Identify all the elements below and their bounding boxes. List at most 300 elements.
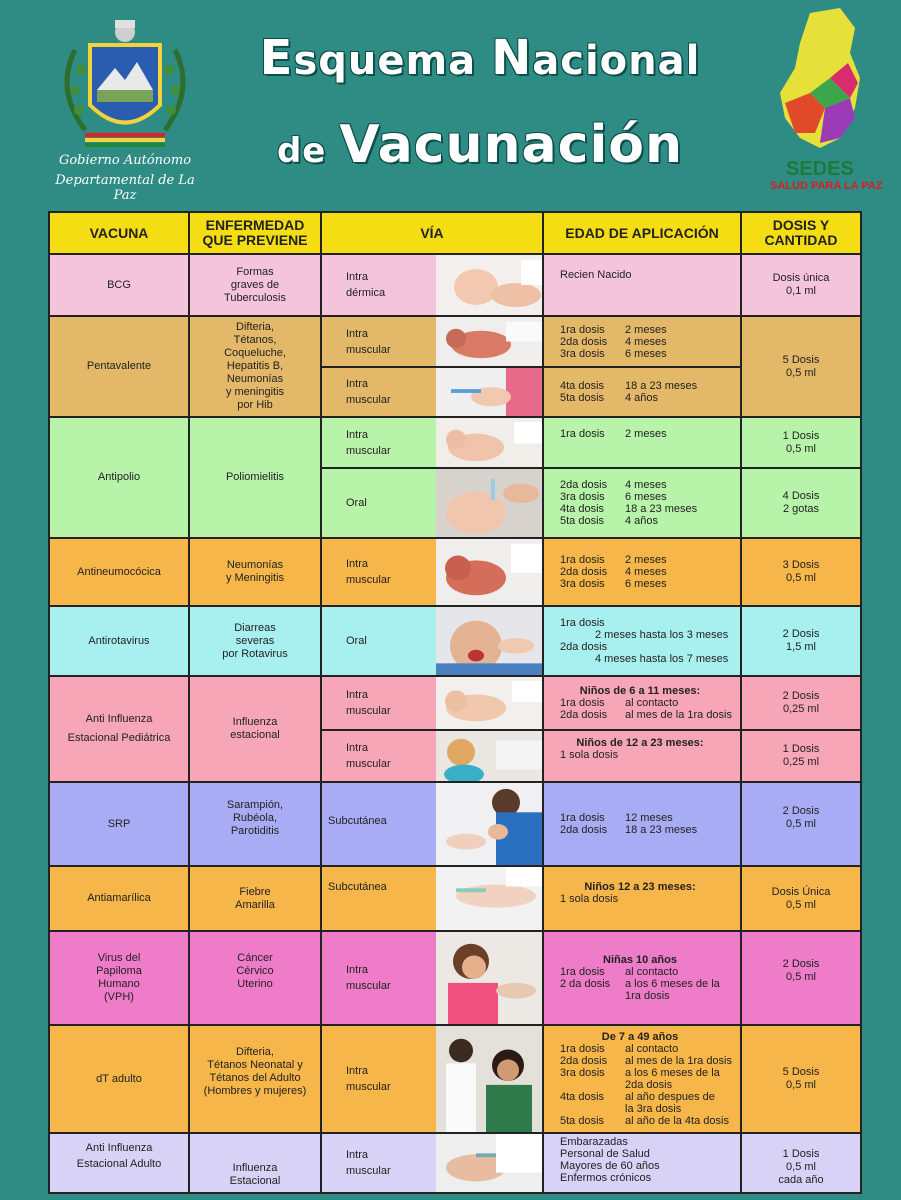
edad-antirotavirus xyxy=(543,606,741,676)
dosis-bcg xyxy=(741,254,861,316)
via-line: muscular xyxy=(346,394,391,406)
edad-row xyxy=(560,392,740,404)
page-title-line1 xyxy=(200,30,760,86)
via-antipolio-1 xyxy=(321,417,543,468)
via-dt-adulto xyxy=(321,1025,543,1133)
edad-antipolio-2 xyxy=(543,468,741,538)
dosis-ordinal: 1ra dosis xyxy=(560,1043,605,1055)
enf-line: Difteria, xyxy=(236,1046,274,1058)
dosis-ordinal: 5ta dosis xyxy=(560,515,605,527)
dosis-line: 0,25 ml xyxy=(782,756,820,768)
logo-caption-line2: Departamental de La Paz xyxy=(55,173,195,203)
enf-line: Rubéola, xyxy=(232,812,278,824)
edad-pentavalente-2 xyxy=(543,367,741,417)
enf-line: por Rotavirus xyxy=(222,647,288,660)
enf-line: por Hib xyxy=(237,399,273,411)
dosis-line: 4 Dosis xyxy=(782,490,820,502)
edad-row xyxy=(560,966,740,978)
edad-influenza-pediatrica-1 xyxy=(543,676,741,730)
table-row-srp xyxy=(49,782,861,866)
edad-row xyxy=(560,1043,740,1055)
via-text xyxy=(346,495,367,511)
dosis-edad: al contacto xyxy=(625,697,679,709)
edad-header: Niños de 6 a 11 meses: xyxy=(579,685,701,697)
edad-row xyxy=(560,428,740,440)
dosis-antineumococica xyxy=(741,538,861,606)
edad-row xyxy=(560,479,740,491)
vaccination-photo xyxy=(436,255,542,315)
edad-row xyxy=(560,515,740,527)
table-row-dt-adulto xyxy=(49,1025,861,1133)
sedes-logo xyxy=(770,8,883,198)
dosis-edad: 18 a 23 meses xyxy=(625,824,698,836)
col-header-enfermedad: ENFERMEDAD QUE PREVIENE xyxy=(189,212,321,254)
dosis-line: 0,1 ml xyxy=(786,285,816,297)
logo-caption-line1: Gobierno Autónomo xyxy=(58,153,192,168)
dosis-vph xyxy=(741,931,861,1025)
enf-line: Influenza xyxy=(232,1162,278,1174)
dosis-edad: 6 meses xyxy=(625,491,667,503)
title-word-vacunacion: Vacunación xyxy=(339,115,684,175)
edad-row xyxy=(560,1079,740,1091)
title-letter-n: N xyxy=(491,30,533,86)
vacuna-dt-adulto: dT adulto xyxy=(49,1025,189,1133)
enf-line: Sarampión, xyxy=(226,799,284,811)
via-text xyxy=(346,633,367,649)
via-line: Subcutánea xyxy=(328,815,387,827)
enf-line: Neumonías xyxy=(226,373,284,385)
via-text xyxy=(346,687,391,719)
table-row-influenza-pediatrica xyxy=(49,676,861,730)
dosis-pentavalente xyxy=(741,316,861,417)
dosis-line: Dosis Única xyxy=(771,885,831,898)
via-influenza-adulto xyxy=(321,1133,543,1193)
dosis-ordinal: 2da dosis xyxy=(560,566,608,578)
table-row-vph xyxy=(49,931,861,1025)
table-row-influenza-adulto xyxy=(49,1133,861,1193)
title-letter-e: E xyxy=(259,30,294,86)
edad-line: 4 meses hasta los 7 meses xyxy=(595,653,729,665)
dosis-ordinal: 3ra dosis xyxy=(560,347,605,360)
edad-antineumococica xyxy=(543,538,741,606)
dosis-edad: 12 meses xyxy=(625,812,673,824)
table-row-antipolio xyxy=(49,417,861,468)
vacuna-line: Estacional Pediátrica xyxy=(67,732,171,744)
edad-srp xyxy=(543,782,741,866)
dosis-edad: a los 6 meses de la xyxy=(625,1067,720,1079)
dosis-ordinal: 5ta dosis xyxy=(560,392,605,404)
via-line: Intra xyxy=(346,1065,369,1077)
dosis-ordinal: 5ta dosis xyxy=(560,1115,605,1127)
dosis-line: 0,5 ml xyxy=(786,971,816,983)
col-header-via: VÍA xyxy=(321,212,543,254)
vaccination-photo xyxy=(436,317,542,366)
edad-row xyxy=(560,348,740,360)
dosis-edad: 6 meses xyxy=(625,347,667,360)
vacuna-influenza-pediatrica xyxy=(49,676,189,782)
col-header-dosis: DOSIS Y CANTIDAD xyxy=(741,212,861,254)
via-line: Intra xyxy=(346,428,369,441)
edad-row xyxy=(560,566,740,578)
edad-row xyxy=(560,709,740,721)
enf-line: y meningitis xyxy=(225,386,285,398)
dosis-antiamarilica xyxy=(741,866,861,931)
title-word-de: de xyxy=(276,131,340,171)
enfermedad-antineumococica xyxy=(189,538,321,606)
dosis-line: 2 Dosis xyxy=(782,690,820,702)
dosis-ordinal: 2 da dosis xyxy=(560,978,611,990)
dosis-ordinal: 1ra dosis xyxy=(560,554,605,566)
via-line: muscular xyxy=(346,1165,391,1177)
enf-line: Hepatitis B, xyxy=(226,360,284,372)
col-header-vacuna: VACUNA xyxy=(49,212,189,254)
table-header-row xyxy=(49,212,861,254)
via-influenza-pediatrica-2 xyxy=(321,730,543,782)
dosis-ordinal: 2da dosis xyxy=(560,709,608,721)
enfermedad-influenza-pediatrica xyxy=(189,676,321,782)
via-line: Oral xyxy=(346,635,367,647)
enf-line: Fiebre xyxy=(239,885,271,898)
via-line: dérmica xyxy=(346,287,386,299)
salud-para-la-paz-text: SALUD PARA LA PAZ xyxy=(770,180,883,192)
via-line: muscular xyxy=(346,574,391,586)
dosis-line: 5 Dosis xyxy=(782,1066,820,1078)
dosis-line: 0,5 ml xyxy=(786,898,816,911)
vaccination-photo xyxy=(436,1134,542,1192)
col-header-edad: EDAD DE APLICACIÓN xyxy=(543,212,741,254)
dosis-line: 1 Dosis xyxy=(782,429,820,442)
edad-row xyxy=(560,380,740,392)
via-line: muscular xyxy=(346,758,391,770)
dosis-line: 2 Dosis xyxy=(782,805,820,817)
edad-line: Enfermos crónicos xyxy=(560,1172,652,1184)
enf-line: Estacional xyxy=(229,1175,281,1187)
via-antirotavirus xyxy=(321,606,543,676)
edad-line: 1ra dosis xyxy=(560,617,605,629)
vacuna-line: Anti Influenza xyxy=(85,1142,153,1154)
table-row-bcg xyxy=(49,254,861,316)
edad-row xyxy=(560,1091,740,1103)
via-text xyxy=(346,556,391,588)
via-text xyxy=(328,879,387,895)
enfermedad-srp xyxy=(189,782,321,866)
enf-line: severas xyxy=(235,634,275,647)
edad-line: Embarazadas xyxy=(560,1136,628,1148)
edad-line: Mayores de 60 años xyxy=(560,1160,660,1172)
via-bcg xyxy=(321,254,543,316)
dosis-edad: 18 a 23 meses xyxy=(625,380,698,392)
via-line: muscular xyxy=(346,980,391,992)
enfermedad-vph xyxy=(189,931,321,1025)
via-text xyxy=(346,269,385,301)
vaccination-photo xyxy=(436,677,542,729)
edad-row xyxy=(560,1115,740,1127)
dosis-line: 1,5 ml xyxy=(786,641,816,653)
dosis-edad: 2da dosis xyxy=(625,1079,673,1091)
dosis-edad: al contacto xyxy=(625,966,679,978)
edad-dt-adulto xyxy=(543,1025,741,1133)
vacuna-line: Humano xyxy=(98,978,140,990)
enfermedad-dt-adulto xyxy=(189,1025,321,1133)
dosis-edad: 2 meses xyxy=(625,428,667,440)
edad-row xyxy=(560,578,740,590)
vacuna-vph xyxy=(49,931,189,1025)
via-srp xyxy=(321,782,543,866)
enfermedad-antirotavirus xyxy=(189,606,321,676)
enf-line: Formas xyxy=(236,265,274,278)
dosis-line: 0,5 ml xyxy=(786,818,816,830)
dosis-ordinal: 4ta dosis xyxy=(560,503,605,515)
via-line: Intra xyxy=(346,742,369,754)
enf-line: (Hombres y mujeres) xyxy=(203,1085,307,1097)
dosis-antipolio-1 xyxy=(741,417,861,468)
title-word-squema: squema xyxy=(293,38,492,84)
via-text xyxy=(346,427,391,459)
dosis-antirotavirus xyxy=(741,606,861,676)
enfermedad-bcg xyxy=(189,254,321,316)
dosis-ordinal: 3ra dosis xyxy=(560,491,605,503)
edad-influenza-pediatrica-2 xyxy=(543,730,741,782)
via-pentavalente-1 xyxy=(321,316,543,367)
dosis-line: 0,25 ml xyxy=(782,703,820,715)
edad-influenza-adulto xyxy=(543,1133,741,1193)
via-line: Intra xyxy=(346,327,369,340)
edad-row xyxy=(560,554,740,566)
dosis-ordinal: 2da dosis xyxy=(560,1055,608,1067)
vaccination-photo xyxy=(436,368,542,416)
enf-line: Difteria, xyxy=(236,321,274,333)
via-line: Intra xyxy=(346,378,369,390)
dosis-line: 0,5 ml xyxy=(786,366,816,379)
dosis-edad: la 3ra dosis xyxy=(625,1103,682,1115)
vacuna-line: Estacional Adulto xyxy=(76,1158,162,1170)
dosis-edad: 2 meses xyxy=(625,323,667,336)
via-antineumococica xyxy=(321,538,543,606)
edad-pentavalente-1 xyxy=(543,316,741,367)
dosis-ordinal: 1ra dosis xyxy=(560,428,605,440)
dosis-influenza-pediatrica-2 xyxy=(741,730,861,782)
dosis-ordinal xyxy=(560,1103,625,1115)
edad-row xyxy=(560,503,740,515)
via-line: muscular xyxy=(346,705,391,717)
dosis-line: 0,5 ml xyxy=(786,442,816,455)
edad-row xyxy=(560,824,740,836)
edad-line: 1 sola dosis xyxy=(560,893,619,905)
coat-of-arms-icon xyxy=(45,10,205,160)
vaccination-photo xyxy=(436,607,542,675)
edad-row xyxy=(560,336,740,348)
vacuna-antirotavirus: Antirotavirus xyxy=(49,606,189,676)
via-antipolio-2 xyxy=(321,468,543,538)
dosis-edad: 1ra dosis xyxy=(625,990,670,1002)
enf-line: Coqueluche, xyxy=(224,347,286,359)
dosis-srp xyxy=(741,782,861,866)
vacuna-line: Virus del xyxy=(97,952,141,964)
page-title-line2 xyxy=(200,115,760,175)
vacuna-antiamarilica: Antiamarílica xyxy=(49,866,189,931)
edad-header: Niños de 12 a 23 meses: xyxy=(576,737,704,749)
dosis-ordinal: 2da dosis xyxy=(560,824,608,836)
table-row-pentavalente xyxy=(49,316,861,367)
vaccination-photo xyxy=(436,539,542,605)
edad-row xyxy=(560,1067,740,1079)
dosis-edad: 6 meses xyxy=(625,578,667,590)
via-text xyxy=(346,1147,391,1179)
edad-row xyxy=(560,491,740,503)
dosis-edad: 4 meses xyxy=(625,566,667,578)
dosis-line: 1 Dosis xyxy=(782,1148,820,1160)
dosis-ordinal xyxy=(560,990,625,1002)
dosis-ordinal: 1ra dosis xyxy=(560,323,605,336)
enf-line: estacional xyxy=(230,729,280,741)
vacuna-line: Anti Influenza xyxy=(85,713,153,725)
dosis-edad: 18 a 23 meses xyxy=(625,503,698,515)
dosis-edad: 2 meses xyxy=(625,554,667,566)
dosis-line: 0,5 ml xyxy=(786,572,816,584)
via-text xyxy=(328,813,387,829)
vaccination-photo xyxy=(436,469,542,537)
enf-line: Parotiditis xyxy=(230,825,280,837)
dosis-ordinal: 3ra dosis xyxy=(560,578,605,590)
dosis-line: 2 Dosis xyxy=(782,628,820,640)
vacuna-antineumococica: Antineumocócica xyxy=(49,538,189,606)
via-line: Intra xyxy=(346,964,369,976)
dosis-line: 0,5 ml xyxy=(786,1161,816,1173)
enf-line: Neumonías xyxy=(226,559,284,571)
sedes-logo-text: SEDES xyxy=(786,158,854,180)
edad-line: 2da dosis xyxy=(560,641,608,653)
enf-line: y Meningitis xyxy=(225,572,285,584)
vacuna-pentavalente: Pentavalente xyxy=(49,316,189,417)
edad-line: 2 meses hasta los 3 meses xyxy=(595,629,729,641)
edad-vph xyxy=(543,931,741,1025)
edad-line: 1 sola dosis xyxy=(560,749,619,761)
table-row-antineumococica xyxy=(49,538,861,606)
enf-line: Amarilla xyxy=(235,898,275,911)
dosis-influenza-pediatrica-1 xyxy=(741,676,861,730)
dosis-ordinal: 3ra dosis xyxy=(560,1067,605,1079)
edad-row xyxy=(560,812,740,824)
dosis-line: cada año xyxy=(778,1174,824,1186)
dosis-edad: al mes de la 1ra dosis xyxy=(625,1055,732,1067)
edad-line: Personal de Salud xyxy=(560,1148,650,1160)
vacuna-antipolio: Antipolio xyxy=(49,417,189,538)
edad-row xyxy=(560,324,740,336)
enfermedad-antipolio: Poliomielitis xyxy=(189,417,321,538)
via-line: muscular xyxy=(346,444,391,457)
via-influenza-pediatrica-1 xyxy=(321,676,543,730)
via-text xyxy=(346,1063,391,1095)
via-line: muscular xyxy=(346,1081,391,1093)
dosis-edad: al año de la 4ta dosis xyxy=(625,1115,729,1127)
edad-header: Niños 12 a 23 meses: xyxy=(584,881,696,893)
enfermedad-influenza-adulto xyxy=(189,1133,321,1193)
dosis-line: 5 Dosis xyxy=(782,353,820,366)
enf-line: Tétanos, xyxy=(233,334,277,346)
dosis-ordinal: 1ra dosis xyxy=(560,812,605,824)
enfermedad-pentavalente xyxy=(189,316,321,417)
enf-line: graves de xyxy=(230,278,280,291)
edad-antiamarilica xyxy=(543,866,741,931)
dosis-antipolio-2 xyxy=(741,468,861,538)
table-row-antirotavirus xyxy=(49,606,861,676)
edad-bcg: Recien Nacido xyxy=(543,254,741,316)
dosis-ordinal: 1ra dosis xyxy=(560,697,605,709)
enf-line: Cáncer xyxy=(237,952,273,964)
enf-line: Tuberculosis xyxy=(224,291,286,304)
dosis-ordinal: 4ta dosis xyxy=(560,380,605,392)
enf-line: Diarreas xyxy=(234,621,276,634)
vaccination-photo xyxy=(436,867,542,930)
dosis-edad: 4 años xyxy=(625,515,659,527)
vacuna-bcg: BCG xyxy=(49,254,189,316)
dosis-edad: al mes de la 1ra dosis xyxy=(625,709,732,721)
dosis-edad: 4 meses xyxy=(625,479,667,491)
vaccination-photo xyxy=(436,783,542,865)
enf-line: Cérvico xyxy=(236,965,274,977)
dosis-edad: al contacto xyxy=(625,1043,679,1055)
vaccination-photo xyxy=(436,731,542,781)
vaccination-schedule-table xyxy=(48,211,862,1194)
via-line: Intra xyxy=(346,271,369,283)
via-line: Intra xyxy=(346,689,369,701)
dosis-line: 0,5 ml xyxy=(786,1079,816,1091)
vacuna-line: (VPH) xyxy=(104,991,134,1003)
edad-antipolio-1 xyxy=(543,417,741,468)
edad-row xyxy=(560,1103,740,1115)
dosis-influenza-adulto xyxy=(741,1133,861,1193)
edad-row xyxy=(560,1055,740,1067)
dosis-line: 2 gotas xyxy=(782,503,820,515)
dosis-ordinal xyxy=(560,1079,625,1091)
vaccination-photo xyxy=(436,418,542,467)
page-header xyxy=(0,0,901,205)
vacuna-srp: SRP xyxy=(49,782,189,866)
edad-row xyxy=(560,697,740,709)
via-line: Oral xyxy=(346,497,367,509)
vacuna-line: Papiloma xyxy=(96,965,142,977)
title-word-acional: acional xyxy=(532,38,701,84)
via-line: Intra xyxy=(346,558,369,570)
dosis-edad: a los 6 meses de la xyxy=(625,978,720,990)
via-line: Subcutánea xyxy=(328,881,387,893)
vacuna-influenza-adulto xyxy=(49,1133,189,1193)
via-text xyxy=(346,962,391,994)
dosis-line: 3 Dosis xyxy=(782,559,820,571)
table-row-antiamarilica xyxy=(49,866,861,931)
dosis-edad: 4 meses xyxy=(625,335,667,348)
edad-row xyxy=(560,990,740,1002)
via-text xyxy=(346,740,391,772)
dosis-edad: 4 años xyxy=(625,392,659,404)
dosis-dt-adulto xyxy=(741,1025,861,1133)
dosis-edad: al año despues de xyxy=(625,1091,715,1103)
dosis-ordinal: 2da dosis xyxy=(560,479,608,491)
vaccination-photo xyxy=(436,1026,542,1132)
via-text xyxy=(346,376,391,408)
edad-header: De 7 a 49 años xyxy=(601,1031,679,1043)
enf-line: Tétanos Neonatal y xyxy=(207,1059,303,1071)
via-pentavalente-2 xyxy=(321,367,543,417)
dosis-ordinal: 2da dosis xyxy=(560,335,608,348)
enf-line: Uterino xyxy=(237,978,273,990)
la-paz-map-icon xyxy=(770,8,880,158)
via-line: Intra xyxy=(346,1149,369,1161)
dosis-line: 1 Dosis xyxy=(782,743,820,755)
enf-line: Influenza xyxy=(232,716,278,728)
enfermedad-antiamarilica xyxy=(189,866,321,931)
via-vph xyxy=(321,931,543,1025)
